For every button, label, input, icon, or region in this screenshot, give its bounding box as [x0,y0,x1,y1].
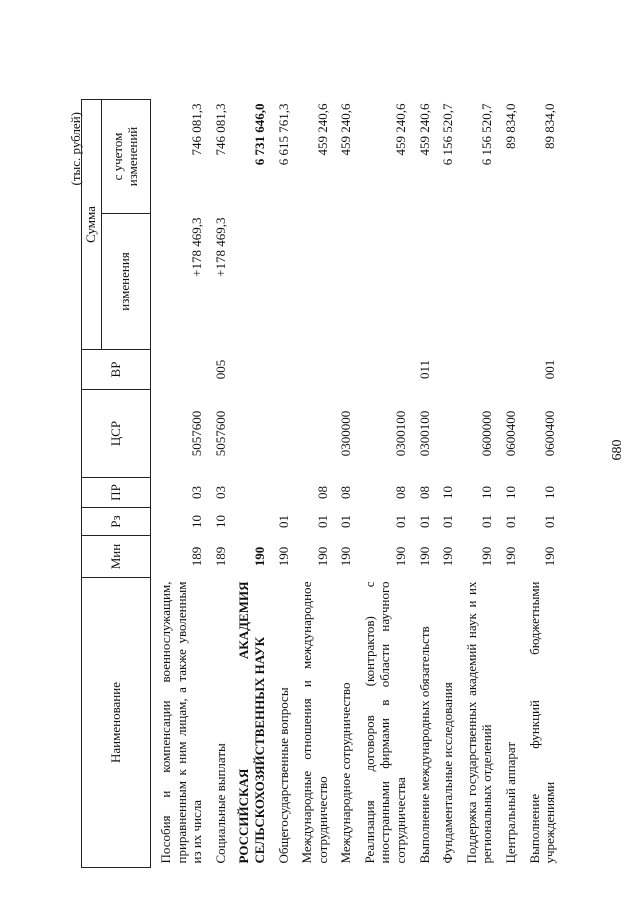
cell-total: 6 156 520,7 [479,103,495,166]
cell-pr: 08 [338,486,354,499]
cell-rz: 01 [314,515,330,528]
cell-vr [439,350,457,390]
cell-rz [235,508,268,536]
budget-table [81,99,559,868]
cell-vr: 001 [542,359,558,380]
cell-csr [298,390,331,478]
page-number: 680 [610,439,625,461]
header-csr: ЦСР [82,390,151,478]
cell-pr: 10 [479,486,495,499]
cell-min: 190 [338,546,354,567]
table-row [275,100,293,868]
table-row [463,100,496,868]
cell-csr: 0300100 [416,410,432,457]
cell-rz: 10 [212,515,228,528]
cell-change [275,214,293,350]
table-row [235,100,268,868]
table-row [526,100,559,868]
cell-min: 190 [440,546,456,567]
cell-total: 459 240,6 [338,103,354,156]
cell-name: Социальные выплаты [212,743,228,864]
table-body [150,100,558,868]
cell-vr [157,350,206,390]
cell-vr [298,350,331,390]
cell-rz: 01 [440,515,456,528]
cell-min: 190 [314,546,330,567]
cell-total: 6 615 761,3 [275,103,291,166]
cell-change: +178 469,3 [212,217,228,277]
cell-csr [439,390,457,478]
table-row [502,100,520,868]
units-label: (тыс. рублей) [68,112,83,186]
table-row [361,100,410,868]
cell-rz: 10 [189,515,205,528]
cell-csr: 0600000 [479,410,495,457]
cell-csr: 0600400 [542,410,558,457]
cell-total: 459 240,6 [314,103,330,156]
cell-name: Центральный аппарат [503,741,519,864]
cell-name: Общегосударственные вопросы [275,687,291,864]
cell-name: Поддержка государственных академий наук и их региональных отделений [463,581,495,864]
cell-change [439,214,457,350]
cell-rz: 01 [338,515,354,528]
cell-change [502,214,520,350]
cell-change [337,214,355,350]
cell-csr [235,390,268,478]
cell-min: 190 [251,546,267,567]
cell-vr [502,350,520,390]
cell-pr: 08 [393,486,409,499]
cell-name: Международные отношения и международное сотрудничество [299,581,330,864]
cell-pr: 03 [212,486,228,499]
table-row [416,100,434,868]
cell-total: 746 081,3 [212,103,228,156]
header-vr: ВР [82,350,151,390]
cell-pr: 03 [189,486,205,499]
cell-min: 190 [503,546,519,567]
cell-name: Фундаментальные исследования [440,682,456,864]
cell-change: +178 469,3 [189,217,205,277]
cell-change [416,214,434,350]
cell-pr [235,478,268,508]
cell-vr [235,350,268,390]
cell-rz: 01 [393,515,409,528]
cell-min: 189 [189,546,205,567]
cell-change [298,214,331,350]
cell-change [235,214,268,350]
cell-pr: 10 [542,486,558,499]
cell-name: Выполнение функций бюджетными учреждениями [526,581,558,864]
cell-min: 190 [479,546,495,567]
cell-vr [337,350,355,390]
cell-name: Реализация договоров (контрактов) с иностранными фирмами в области научного сотрудничества [361,581,409,864]
cell-rz: 01 [503,515,519,528]
table-row [439,100,457,868]
header-name: Наименование [82,578,151,868]
cell-min: 190 [542,546,558,567]
cell-min: 190 [275,546,291,567]
cell-rz: 01 [479,515,495,528]
cell-vr: 005 [212,359,228,380]
header-pr: ПР [82,478,151,508]
table-row [212,100,230,868]
cell-rz: 01 [542,515,558,528]
header-sum: Сумма [82,100,102,350]
header-with-changes: с учетом изменений [101,100,150,214]
cell-total: 6 731 646,0 [251,103,267,166]
cell-total: 89 834,0 [503,103,519,149]
cell-min: 189 [212,546,228,567]
cell-total: 6 156 520,7 [440,103,456,166]
cell-vr [361,350,410,390]
table-row [298,100,331,868]
cell-csr: 0300000 [338,410,354,457]
cell-min: 190 [416,546,432,567]
cell-pr: 10 [503,486,519,499]
cell-csr: 5057600 [212,410,228,457]
cell-csr: 0300100 [393,410,409,457]
cell-min: 190 [393,546,409,567]
cell-total: 746 081,3 [189,103,205,156]
cell-pr [275,478,293,508]
cell-csr [275,390,293,478]
cell-name: Пособия и компенсации военнослужащим, приравненным к ним лицам, а также уволенным из их числа [157,581,205,864]
cell-csr: 0600400 [503,410,519,457]
cell-change [526,214,559,350]
table-row [157,100,206,868]
cell-name: Международное сотрудничество [338,682,354,864]
cell-change [361,214,410,350]
cell-total: 89 834,0 [542,103,558,149]
header-changes: изменения [101,214,150,350]
header-rz: Рз [82,508,151,536]
cell-total: 459 240,6 [416,103,432,156]
cell-name: РОССИЙСКАЯ АКАДЕМИЯ СЕЛЬСКОХОЗЯЙСТВЕННЫХ НАУК [236,581,267,864]
cell-rz: 01 [275,515,291,528]
table-row [337,100,355,868]
cell-total: 459 240,6 [393,103,409,156]
cell-vr [463,350,496,390]
cell-vr: 011 [416,359,432,380]
cell-rz: 01 [416,515,432,528]
header-min: Мин [82,536,151,578]
cell-change [463,214,496,350]
cell-name: Выполнение международных обязательств [416,626,432,864]
cell-pr: 08 [314,486,330,499]
cell-csr: 5057600 [189,410,205,457]
cell-pr: 08 [416,486,432,499]
cell-pr: 10 [440,486,456,499]
cell-vr [275,350,293,390]
